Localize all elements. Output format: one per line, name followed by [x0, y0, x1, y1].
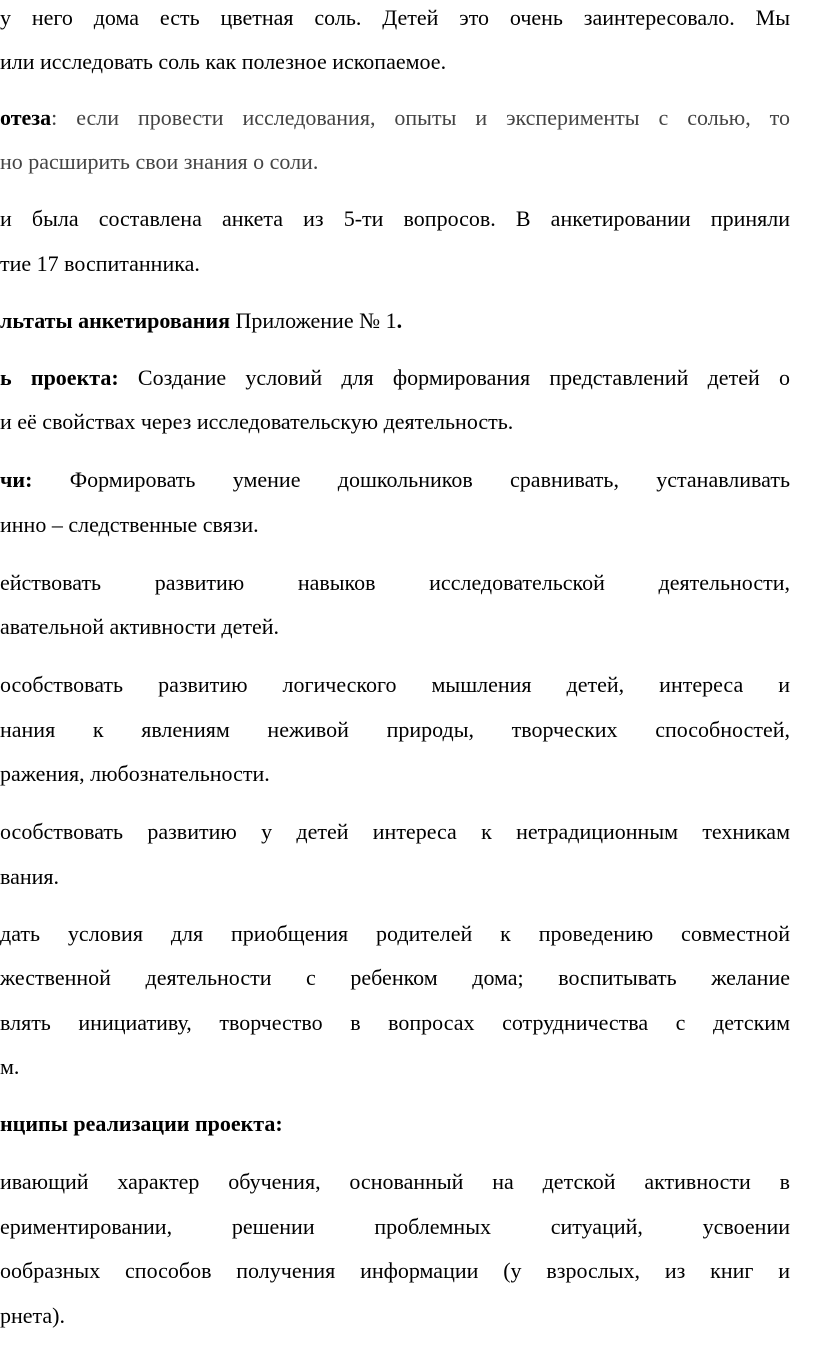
paragraph-line	[0, 613, 790, 641]
text-span: ействовать развитию навыков исследовательской деятельности,	[0, 570, 790, 595]
paragraph-line	[0, 964, 790, 992]
paragraph-line	[0, 671, 790, 699]
paragraph-line	[0, 148, 790, 176]
paragraph-line	[0, 408, 790, 436]
text-span: или исследовать соль как полезное ископаемое.	[0, 49, 447, 74]
paragraph-line	[0, 818, 790, 846]
text-span: : если провести исследования, опыты и эксперименты с солью, то	[51, 105, 790, 130]
text-span: и её свойствах через исследовательскую деятельность.	[0, 409, 514, 434]
paragraph-line	[0, 760, 790, 788]
text-span: ражения, любознательности.	[0, 761, 270, 786]
principles-line	[0, 1110, 790, 1138]
paragraph-line	[0, 863, 790, 891]
text-span: дать условия для приобщения родителей к проведению совместной	[0, 921, 790, 946]
paragraph-line	[0, 1168, 790, 1196]
text-span: и была составлена анкета из 5-ти вопросов. В анкетировании приняли	[0, 206, 790, 231]
text-span: тие 17 воспитанника.	[0, 251, 200, 276]
text-span: .	[396, 308, 403, 333]
text-span: м.	[0, 1054, 20, 1079]
text-span: вания.	[0, 864, 60, 889]
paragraph-line	[0, 716, 790, 744]
hypothesis-heading: отеза	[0, 105, 52, 130]
text-span: особствовать развитию у детей интереса к нетрадиционным техникам	[0, 819, 790, 844]
paragraph-line	[0, 250, 790, 278]
survey-results-heading: льтаты анкетирования	[0, 308, 231, 333]
text-span: Формировать умение дошкольников сравнивать, устанавливать	[32, 467, 790, 492]
text-span: инно – следственные связи.	[0, 512, 259, 537]
paragraph-line	[0, 920, 790, 948]
text-span: ообразных способов получения информации (у взрослых, из книг и	[0, 1258, 790, 1283]
paragraph-line	[0, 1053, 790, 1081]
paragraph-line	[0, 1257, 790, 1285]
text-span: но расширить свои знания о соли.	[0, 149, 319, 174]
paragraph-line	[0, 1009, 790, 1037]
paragraph-line	[0, 48, 790, 76]
text-span: нания к явлениям неживой природы, творческих способностей,	[0, 717, 790, 742]
tasks-heading: чи:	[0, 467, 33, 492]
text-span: авательной активности детей.	[0, 614, 280, 639]
project-goal-line	[0, 364, 790, 392]
hypothesis-line	[0, 104, 790, 132]
text-span: рнета).	[0, 1303, 66, 1328]
paragraph-line	[0, 1213, 790, 1241]
principles-heading: нципы реализации проекта:	[0, 1111, 283, 1136]
text-span: ериментировании, решении проблемных ситуаций, усвоении	[0, 1214, 790, 1239]
text-span: жественной деятельности с ребенком дома; воспитывать желание	[0, 965, 790, 990]
text-span: ивающий характер обучения, основанный на детской активности в	[0, 1169, 790, 1194]
text-span: Создание условий для формирования представлений детей о	[118, 365, 790, 390]
paragraph-line	[0, 1302, 790, 1330]
project-goal-heading: ь проекта:	[0, 365, 119, 390]
paragraph-line	[0, 205, 790, 233]
text-span: влять инициативу, творчество в вопросах сотрудничества с детским	[0, 1010, 790, 1035]
appendix-reference: Приложение № 1	[230, 308, 397, 333]
text-span: особствовать развитию логического мышления детей, интереса и	[0, 672, 790, 697]
paragraph-line	[0, 4, 790, 32]
survey-results-line	[0, 307, 790, 335]
text-span: у него дома есть цветная соль. Детей это очень заинтересовало. Мы	[0, 5, 790, 30]
paragraph-line	[0, 569, 790, 597]
tasks-line	[0, 466, 790, 494]
paragraph-line	[0, 511, 790, 539]
